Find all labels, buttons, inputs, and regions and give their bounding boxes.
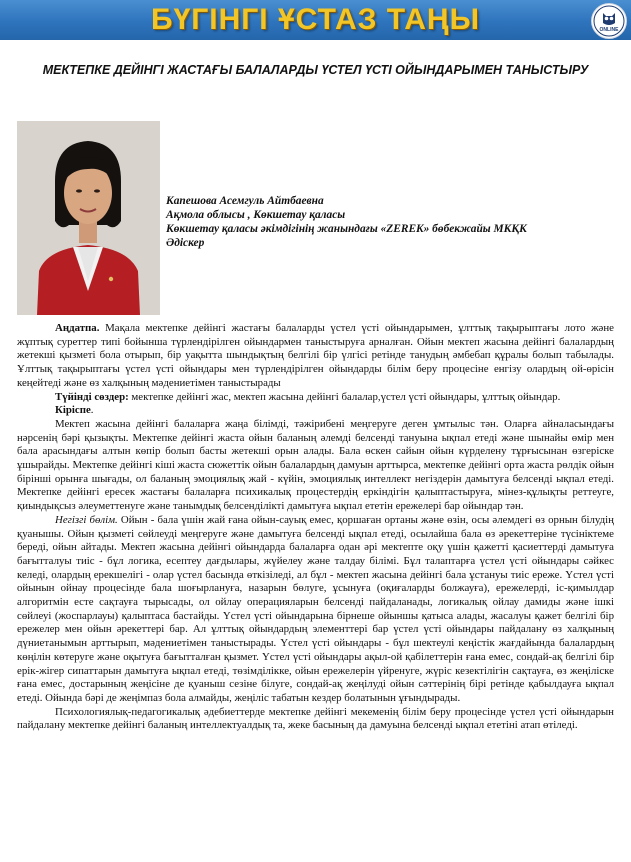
- keywords-paragraph: [17, 391, 614, 405]
- intro-heading: Кіріспе: [55, 404, 91, 417]
- main-section-label: Негізгі бөлім.: [55, 513, 118, 526]
- article-body: [17, 322, 614, 733]
- logo-caption: ONLINE: [599, 27, 619, 33]
- author-organization: Көкшетау қаласы әкімдігінің жанындағы «ZEREK» бөбекжайы МКҚК: [166, 223, 527, 235]
- main-text-1: Ойын - бала үшін жай ғана ойын-сауық емес, қоршаған ортаны және өзін, осы әлемдегі өз орнын білудің қуанышы. Ойын қызметі сөйлеуді меңгеруге және дамытуға белсенді ықпал етеді, осылайша бала өз әрекеттеріне түсініктеме береді, ойын айтады. Мектеп жасына дейінгі ойындарда балаларға одан әрі мектепте оқу үшін қажетті қасиеттерді дамытуға бағытталуы тиіс - бұл логика, есептеу дағдылары, жүйелеу және талдау білімі. Бұл талаптарға үстел үсті ойындары сәйкес келеді, олардың ерекшелігі - олар үстел басында өткізіледі, ал бұл - мектеп жасына дейінгі бала ұстануы тиіс ереже. Үстел үсті ойынын ойнау процесінде бала шоғырлануға, назарын бөлуге, ұсынуға (оқиғаларды болжауға), ережелерді, іс-қимылдар алгоритмін есте сақтауға тырысады, ол ойлау операцияларын белсенді пайдаланады, логикалық ойлау дамиды және ішкі сөйлеуі (жоспарлауы) қалыптаса бастайды. Үстел үсті ойындарына бірнеше ойыншы қатыса алады, жасалуы қажет белгілі бір ережелер мен ойын әрекеттері бар. Ал ұлттық ойындардың элементтері бар үстел үсті ойындары пайдалану өз халқының дүниетанымын арттырып, мәдениетімен таныстырады. Үстел үсті ойындары - бұл шектеулі кеңістік жағдайында балалардың көңілін көтеруге және оқытуға бағытталған қызмет. Үстел үсті ойындары ақыл-ой қабілеттерін ғана емес, сондай-ақ белгілі бір ерік-жігер сипаттарын дамытуға ықпал етеді, төзімділікке, ойын ережелерін үйренуге, жүріс кезектілігін сақтауға, өз жеңіліске ғана емес, достарының жеңісіне де қуаныш сезіне білуге, сондай-ақ жеңілуді ойын сәттерінің бірі ретінде қабылдауға ықпал етеді. Ойында бәрі де жеңімпаз бола алмайды, жеңіліс табатын кездер болатынын ұғындырады.: [17, 513, 614, 704]
- main-paragraph-2: Психологиялық-педагогикалық әдебиеттерде мектепке дейінгі мекеменің білім беру процесінде үстел үсті ойындарын пайдалану мектепке дейінгі баланың интеллектуалдық та, жеке басының да дамуына белсенді ықпал ететіні атап өтіледі.: [17, 705, 614, 732]
- author-info: [166, 194, 606, 250]
- author-photo: [17, 121, 160, 315]
- intro-heading-paragraph: [17, 404, 614, 418]
- journal-header-banner: [0, 0, 631, 40]
- keywords-label: Түйінді сөздер:: [55, 390, 129, 403]
- journal-logo: [591, 3, 627, 39]
- article-title: МЕКТЕПКЕ ДЕЙІНГІ ЖАСТАҒЫ БАЛАЛАРДЫ ҮСТЕЛ ҮСТІ ОЙЫНДАРЫМЕН ТАНЫСТЫРУ: [42, 63, 589, 77]
- abstract-label: Аңдатпа.: [55, 322, 100, 334]
- author-region: Ақмола облысы , Көкшетау қаласы: [166, 209, 346, 221]
- intro-heading-punct: .: [90, 404, 94, 417]
- journal-title: БҮГІНГІ ҰСТАЗ ТАҢЫ: [151, 3, 480, 36]
- author-position: Әдіскер: [166, 237, 205, 249]
- keywords-text: мектепке дейінгі жас, мектеп жасына дейінгі балалар,үстел үсті ойындары, ұлттық ойындар.: [128, 390, 561, 403]
- abstract-text: Мақала мектепке дейінгі жастағы балаларды үстел үсті ойындарымен, ұлттық тақырыптағы лото және жұптық суреттер типі бойынша түрлендірілген ойындармен таныстыруға арналған. Ойын мектеп жасына дейінгі балалардың жетекші қызметі бола отырып, бір уақытта шындықтың белгілі бір үлгісі ретінде танудың әмбебап құралы болып табылады. Ұлттық тақырыптағы үстел үсті ойындары мен түрлендірілген ойындарды білім беру процесіне енгізу олардың ой-өрісін кеңейтеді және өз халқының мәдениетімен таныстырады: [17, 322, 614, 389]
- main-paragraph-1: [17, 514, 614, 706]
- abstract-paragraph: [17, 322, 614, 391]
- author-name: Капешова Асемгуль Айтбаевна: [166, 195, 324, 207]
- intro-paragraph: Мектеп жасына дейінгі балаларға жаңа білімді, тәжірибені меңгеруге деген ұмтылыс тән. Оларға айналасындағы нәрсенің бәрі қызықты. Мектепке дейінгі жаста ойын баланың әлемді белсенді тануына ықпал етеді және шынайы өмір мен бала арасындағы алтын көпір болып басты жетекші орын алады. Бала өскен сайын ойын күрделену тұрғысынан өзгеріске ұшырайды. Мектепке дейінгі кіші жаста сюжеттік ойын балалардың дамуын арттырса, мектепке дейінгі орта жаста рөлдік ойын бірінші орынға шығады, ол баланың эмоциялық жай - күйін, эмоциялық интеллект негіздерін дамытуға белсенді ықпал етеді. Мектепке дейінгі ересек жастағы балаларға психикалық процестердің еркіндігін қалыптастыруға, мінез-құлықты реттеуге, қиындықсыз әлеуметтенуге және танымдық белсенділікті дамытуға ықпал ететін ережелері бар ойындар тән.: [17, 417, 614, 513]
